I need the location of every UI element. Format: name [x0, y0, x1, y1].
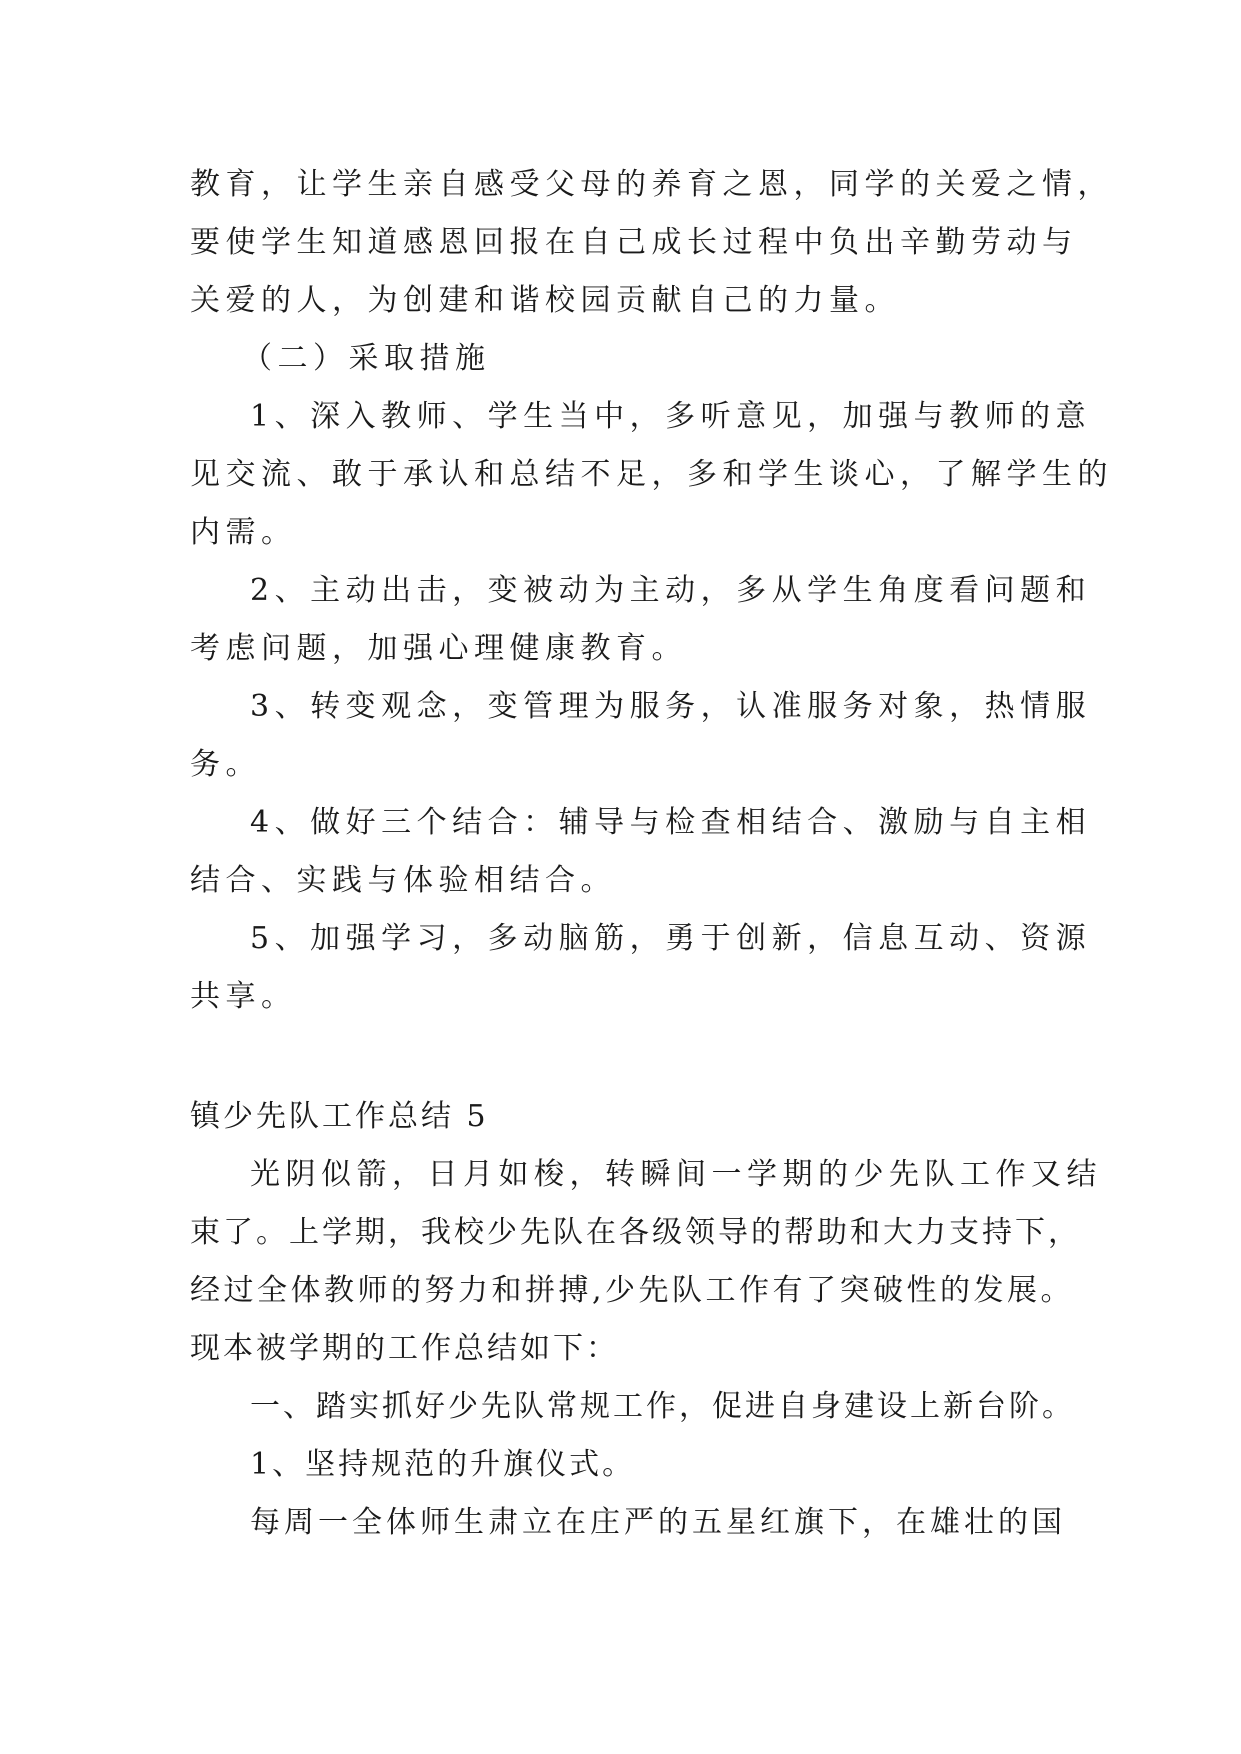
list-item-line: 5、加强学习，多动脑筋，勇于创新，信息互动、资源 [250, 921, 1092, 956]
paragraph-line: 一、踏实抓好少先队常规工作，促进自身建设上新台阶。 [250, 1389, 1075, 1424]
list-item-line: 结合、实践与体验相结合。 [190, 863, 616, 898]
list-item-line: 务。 [190, 747, 261, 782]
paragraph-line: 每周一全体师生肃立在庄严的五星红旗下，在雄壮的国 [250, 1505, 1066, 1540]
section-heading: （二）采取措施 [242, 341, 491, 376]
paragraph-line: 教育，让学生亲自感受父母的养育之恩，同学的关爱之情， [190, 167, 1113, 202]
paragraph-line: 1、坚持规范的升旗仪式。 [250, 1447, 636, 1482]
paragraph-line: 光阴似箭，日月如梭，转瞬间一学期的少先队工作又结 [250, 1157, 1102, 1192]
list-item-line: 2、主动出击，变被动为主动，多从学生角度看问题和 [250, 573, 1092, 608]
list-item-line: 共享。 [190, 979, 297, 1014]
list-item-line: 3、转变观念，变管理为服务，认准服务对象，热情服 [250, 689, 1092, 724]
paragraph-line: 要使学生知道感恩回报在自己成长过程中负出辛勤劳动与 [190, 225, 1078, 260]
list-item-line: 内需。 [190, 515, 297, 550]
paragraph-line: 关爱的人，为创建和谐校园贡献自己的力量。 [190, 283, 900, 318]
document-section-title: 镇少先队工作总结 5 [190, 1099, 489, 1134]
list-item-line: 见交流、敢于承认和总结不足，多和学生谈心，了解学生的 [190, 457, 1113, 492]
paragraph-line: 束了。上学期，我校少先队在各级领导的帮助和大力支持下， [190, 1215, 1081, 1250]
paragraph-line: 经过全体教师的努力和拼搏,少先队工作有了突破性的发展。 [190, 1273, 1075, 1308]
list-item-line: 1、深入教师、学生当中，多听意见，加强与教师的意 [250, 399, 1092, 434]
list-item-line: 考虑问题，加强心理健康教育。 [190, 631, 687, 666]
list-item-line: 4、做好三个结合：辅导与检查相结合、激励与自主相 [250, 805, 1092, 840]
paragraph-line: 现本被学期的工作总结如下： [190, 1331, 619, 1366]
